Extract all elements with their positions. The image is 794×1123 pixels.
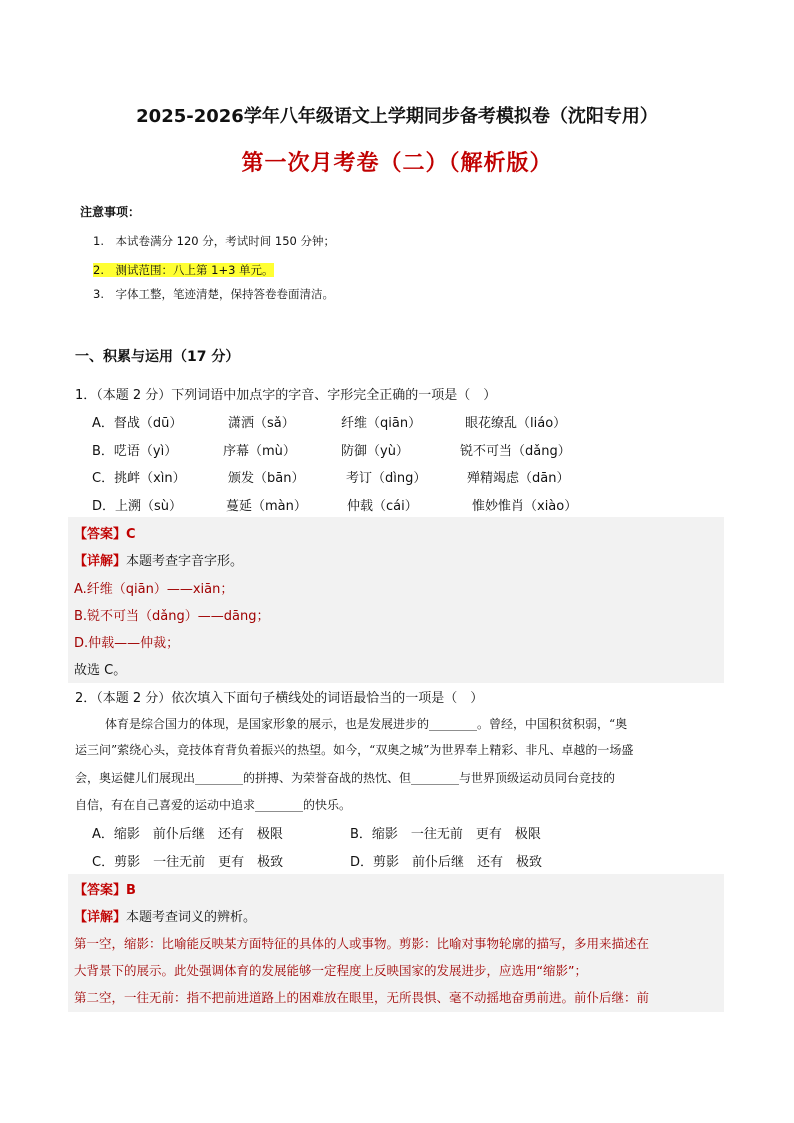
question-stem: 1．（本题 2 分）下列词语中加点字的字音、字形完全正确的一项是（ ） (75, 388, 497, 403)
passage-line: 自信，有在自己喜爱的运动中追求________的快乐。 (75, 798, 352, 812)
passage-line: 体育是综合国力的体现，是国家形象的展示，也是发展进步的________。曾经，中国积贫积弱，“奥 (105, 717, 628, 731)
detail-line: 大背景下的展示。此处强调体育的发展能够一定程度上反映国家的发展进步，应选用“缩影”； (74, 963, 587, 978)
option-item: A．督战（dū） (92, 416, 183, 431)
option-item: C．挑衅（xìn） (92, 471, 186, 486)
document-title: 2025-2026学年八年级语文上学期同步备考模拟卷（沈阳专用） (136, 106, 658, 127)
detail-line: B.锐不可当（dǎng）——dāng； (74, 609, 270, 624)
detail-line: D.仲载——仲裁； (74, 636, 180, 651)
option-item: B．呓语（yì） (92, 444, 178, 459)
option-item: C．剪影 一往无前 更有 极致 (92, 855, 284, 870)
passage-line: 会，奥运健儿们展现出________的拼搏、为荣誉奋战的热忱、但________与世界顶级运动员同台竞技的 (75, 771, 616, 785)
option-item: 蔓延（màn） (226, 499, 307, 514)
option-item: 仲载（cái） (347, 499, 418, 514)
detail-line: 第一空，缩影：比喻能反映某方面特征的具体的人或事物。剪影：比喻对事物轮廓的描写，多用来描述在 (74, 936, 650, 951)
detail-line: 【详解】本题考查字音字形。 (74, 554, 244, 569)
answer-line: 【答案】B (74, 883, 136, 898)
option-item: 殚精竭虑（dān） (467, 471, 570, 486)
detail-line: A.纤维（qiān）——xiān； (74, 582, 234, 597)
option-item: 潇洒（sǎ） (228, 416, 295, 431)
document-subtitle: 第一次月考卷（二）（解析版） (241, 151, 553, 176)
option-item: 眼花缭乱（liáo） (465, 416, 567, 431)
option-item: D．上溯（sù） (92, 499, 183, 514)
notice-item: 3. 字体工整，笔迹清楚，保持答卷卷面清洁。 (93, 287, 334, 301)
option-item: 防御（yù） (341, 444, 409, 459)
option-item: 纤维（qiān） (341, 416, 422, 431)
section-title: 一、积累与运用（17 分） (75, 349, 240, 365)
option-item: 惟妙惟肖（xiào） (472, 499, 578, 514)
answer-panel (68, 517, 724, 683)
option-item: 锐不可当（dǎng） (460, 444, 571, 459)
detail-line: 故选 C。 (74, 663, 127, 678)
passage-line: 运三问”萦绕心头，竞技体育背负着振兴的热望。如今，“双奥之城”为世界奉上精彩、非凡、卓越的一场盛 (75, 743, 634, 757)
option-item: 考订（dìng） (346, 471, 427, 486)
option-item: A．缩影 前仆后继 还有 极限 (92, 827, 283, 842)
detail-line: 第二空，一往无前：指不把前进道路上的困难放在眼里，无所畏惧、毫不动摇地奋勇前进。前仆后继：前 (74, 990, 650, 1005)
option-item: 序幕（mù） (223, 444, 296, 459)
detail-line: 【详解】本题考查词义的辨析。 (74, 910, 257, 925)
notice-heading: 注意事项： (80, 205, 141, 219)
notice-item (93, 262, 274, 278)
answer-line: 【答案】C (74, 527, 136, 542)
notice-item: 1. 本试卷满分 120 分，考试时间 150 分钟； (93, 234, 335, 248)
question-stem: 2．（本题 2 分）依次填入下面句子横线处的词语最恰当的一项是（ ） (75, 691, 484, 706)
option-item: 颁发（bān） (228, 471, 305, 486)
option-item: B．缩影 一往无前 更有 极限 (350, 827, 541, 842)
option-item: D．剪影 前仆后继 还有 极致 (350, 855, 543, 870)
highlighted-text: 2. 测试范围：八上第 1+3 单元。 (93, 263, 274, 277)
